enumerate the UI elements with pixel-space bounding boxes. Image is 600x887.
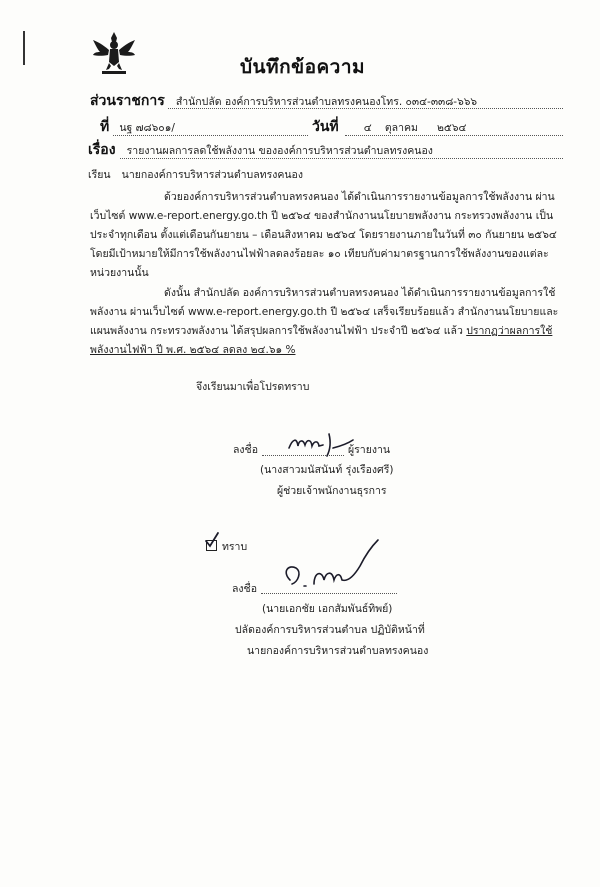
ref-dotline <box>113 135 308 136</box>
subject-dotline <box>120 158 563 159</box>
date-month: ตุลาคม <box>384 122 418 134</box>
signature2-position-line1: ปลัดองค์การบริหารส่วนตำบล ปฏิบัติหน้าที่ <box>235 624 425 636</box>
signature1-name: (นางสาวมนัสนันท์ รุ่งเรืองศรี) <box>260 464 394 476</box>
signature2-prefix: ลงชื่อ <box>232 583 257 595</box>
para1-text: ด้วยองค์การบริหารส่วนตำบลทรงคนอง ได้ดำเนินการรายงานข้อมูลการใช้พลังงาน ผ่านเว็บไซต์ www.e-report.energy.go.th ปี ๒๕๖๔ ของสำนักงานนโยบายพลังงาน กระทรวงพลังงาน เป็นประจำทุกเดือน ตั้งแต่เดือนกันยายน – เดือนสิงหาคม ๒๕๖๔ โดยรายงานภายในวันที่ ๓๐ กันยายน ๒๕๖๔ โดยมีเป้าหมายให้มีการใช้พลังงานไฟฟ้าลดลงร้อยละ ๑๐ เทียบกับค่ามาตรฐานการใช้พลังงานของแต่ละหน่วยงานนั้น <box>90 191 557 279</box>
date-dotline <box>345 135 563 136</box>
body-paragraph-1 <box>90 188 560 283</box>
para2-text: ดังนั้น สำนักปลัด องค์การบริหารส่วนตำบลทรงคนอง ได้ดำเนินการรายงานข้อมูลการใช้พลังงาน ผ่านเว็บไซต์ www.e-report.energy.go.th ปี ๒๕๖๔ เสร็จเรียบร้อยแล้ว สำนักงานนโยบายและแผนพลังงาน กระทรวงพลังงาน ได้สรุปผลการใช้พลังงานไฟฟ้า ประจำปี ๒๕๖๔ แล้ว <box>90 287 559 337</box>
subject-label: เรื่อง <box>88 142 116 158</box>
signature2-position-line2: นายกองค์การบริหารส่วนตำบลทรงคนอง <box>247 645 429 657</box>
to-label: เรียน <box>88 169 111 181</box>
checkmark-icon <box>204 531 220 549</box>
signature1-handwriting <box>285 428 355 458</box>
date-year: ๒๕๖๔ <box>437 122 467 134</box>
ack-label: ทราบ <box>222 541 248 553</box>
date-day: ๔ <box>363 122 372 134</box>
signature1-position: ผู้ช่วยเจ้าพนักงานธุรการ <box>277 485 387 497</box>
para2-result-highlight: ปรากฏว่าผลการใช้พลังงานไฟฟ้า ปี พ.ศ. ๒๕๖๔ ลดลง ๒๔.๖๑ % <box>90 325 553 356</box>
agency-dotline <box>168 108 563 109</box>
date-label: วันที่ <box>312 119 339 135</box>
garuda-emblem-icon <box>92 30 136 76</box>
agency-label: ส่วนราชการ <box>90 93 165 109</box>
signature1-prefix: ลงชื่อ <box>233 444 258 456</box>
subject-value: รายงานผลการลดใช้พลังงาน ขององค์การบริหารส่วนตำบลทรงคนอง <box>126 145 433 157</box>
memo-title: บันทึกข้อความ <box>240 56 366 78</box>
ref-label: ที่ <box>100 119 110 135</box>
to-value: นายกองค์การบริหารส่วนตำบลทรงคนอง <box>121 169 303 181</box>
to-row <box>88 163 303 183</box>
signature2-handwriting <box>278 536 388 598</box>
ref-value: นฐ ๗๘๖๐๑/ <box>119 122 175 134</box>
signature2-name: (นายเอกชัย เอกสัมพันธ์ทิพย์) <box>262 603 393 615</box>
body-paragraph-2 <box>90 284 560 360</box>
agency-value: สำนักปลัด องค์การบริหารส่วนตำบลทรงคนองโทร. ๐๓๔-๓๓๘-๖๖๖ <box>175 96 478 108</box>
closing-line: จึงเรียนมาเพื่อโปรดทราบ <box>196 381 310 393</box>
margin-mark <box>23 31 25 65</box>
signature1-suffix: ผู้รายงาน <box>348 444 391 456</box>
